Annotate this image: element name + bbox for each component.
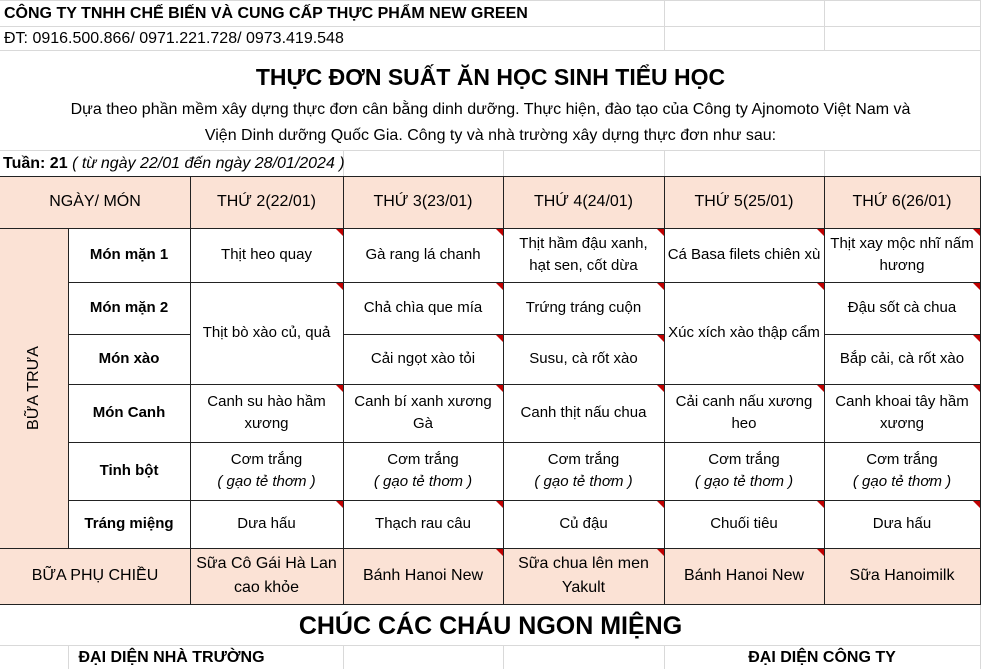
comment-marker-icon[interactable]	[496, 229, 503, 236]
comment-marker-icon[interactable]	[657, 229, 664, 236]
day-header-thu3: THỨ 3 (23/01)	[373, 193, 473, 210]
comment-marker-icon[interactable]	[973, 501, 980, 508]
comment-marker-icon[interactable]	[496, 283, 503, 290]
company-phone: ĐT: 0916.500.866/ 0971.221.728/ 0973.419.548	[4, 30, 344, 47]
comment-marker-icon[interactable]	[973, 385, 980, 392]
comment-marker-icon[interactable]	[496, 549, 503, 556]
cell-tinh-bot-thu4: Cơm trắng ( gạo tẻ thơm )	[534, 451, 633, 490]
cell-tinh-bot-thu3: Cơm trắng ( gạo tẻ thơm )	[373, 451, 473, 490]
week-info	[3, 151, 503, 176]
dish-label-tinh-bot: Tinh bột	[99, 462, 159, 479]
dish-label-trang-mieng: Tráng miệng	[84, 515, 174, 532]
cell-mon-xao-thu3: Cải ngọt xào tỏi	[370, 350, 476, 367]
school-representative: ĐẠI DIỆN NHÀ TRƯỜNG	[78, 648, 265, 666]
comment-marker-icon[interactable]	[817, 229, 824, 236]
cell-mon-canh-thu2: Canh su hào hầm xương	[207, 393, 326, 432]
cell-afternoon-thu6: Sữa Hanoimilk	[849, 567, 955, 584]
cell-mon-man-1-thu4: Thịt hầm đậu xanh, hạt sen, cốt dừa	[519, 235, 648, 274]
comment-marker-icon[interactable]	[657, 385, 664, 392]
afternoon-label: BỮA PHỤ CHIỀU	[31, 567, 159, 584]
day-header-thu4: THỨ 4 (24/01)	[533, 193, 634, 210]
cell-mon-man-1-thu3: Gà rang lá chanh	[365, 246, 481, 263]
lunch-label: BỮA TRƯA	[25, 346, 42, 430]
dish-label-mon-man-2: Món mặn 2	[89, 299, 169, 316]
cell-afternoon-thu4: Sữa chua lên men Yakult	[518, 555, 649, 596]
cell-mon-man-2-thu5-merged: Xúc xích xào thập cẩm	[668, 324, 820, 341]
cell-mon-man-1-thu2: Thịt heo quay	[221, 246, 312, 263]
comment-marker-icon[interactable]	[973, 335, 980, 342]
cell-mon-man-2-thu6: Đậu sốt cà chua	[847, 299, 957, 316]
cell-trang-mieng-thu2: Dưa hấu	[237, 515, 296, 532]
comment-marker-icon[interactable]	[817, 501, 824, 508]
table-corner-header: NGÀY/ MÓN	[49, 193, 141, 210]
cell-mon-canh-thu3: Canh bí xanh xương Gà	[354, 393, 492, 432]
menu-title: THỰC ĐƠN SUẤT ĂN HỌC SINH TIỂU HỌC	[255, 64, 726, 90]
week-label: Tuần: 21	[3, 154, 68, 172]
comment-marker-icon[interactable]	[657, 501, 664, 508]
dish-label-mon-man-1: Món mặn 1	[89, 246, 169, 263]
cell-trang-mieng-thu6: Dưa hấu	[872, 515, 932, 532]
cell-tinh-bot-thu2: Cơm trắng ( gạo tẻ thơm )	[217, 451, 316, 490]
day-header-thu6: THỨ 6 (26/01)	[852, 193, 952, 210]
comment-marker-icon[interactable]	[817, 283, 824, 290]
cell-afternoon-thu3: Bánh Hanoi New	[362, 567, 484, 584]
cell-mon-man-1-thu5: Cá Basa filets chiên xù	[667, 246, 821, 263]
closing-wish: CHÚC CÁC CHÁU NGON MIỆNG	[298, 612, 683, 640]
description-line-1: Dựa theo phần mềm xây dựng thực đơn cân bằng dinh dưỡng. Thực hiện, đào tạo của Công ty Ajnomoto Việt Nam và	[70, 101, 911, 118]
comment-marker-icon[interactable]	[657, 549, 664, 556]
comment-marker-icon[interactable]	[657, 335, 664, 342]
company-representative: ĐẠI DIỆN CÔNG TY	[748, 648, 896, 666]
dish-label-mon-canh: Món Canh	[92, 404, 166, 421]
cell-trang-mieng-thu3: Thạch rau câu	[375, 515, 471, 532]
cell-mon-man-2-thu4: Trứng tráng cuộn	[525, 299, 642, 316]
day-header-thu2: THỨ 2 (22/01)	[216, 193, 317, 210]
cell-tinh-bot-thu5: Cơm trắng ( gạo tẻ thơm )	[694, 451, 794, 490]
comment-marker-icon[interactable]	[336, 385, 343, 392]
cell-mon-man-2-thu2-merged: Thịt bò xào củ, quả	[202, 324, 331, 341]
day-header-thu5: THỨ 5 (25/01)	[694, 193, 794, 210]
dish-label-mon-xao: Món xào	[98, 350, 160, 367]
week-range: ( từ ngày 22/01 đến ngày 28/01/2024 )	[72, 154, 345, 172]
cell-trang-mieng-thu5: Chuối tiêu	[710, 515, 778, 532]
company-name: CÔNG TY TNHH CHẾ BIẾN VÀ CUNG CẤP THỰC PHẨM NEW GREEN	[4, 5, 528, 22]
comment-marker-icon[interactable]	[336, 283, 343, 290]
comment-marker-icon[interactable]	[336, 229, 343, 236]
comment-marker-icon[interactable]	[973, 229, 980, 236]
comment-marker-icon[interactable]	[496, 385, 503, 392]
cell-mon-canh-thu4: Canh thịt nấu chua	[520, 404, 647, 421]
cell-mon-xao-thu6: Bắp cải, cà rốt xào	[839, 350, 965, 367]
cell-mon-canh-thu5: Cải canh nấu xương heo	[675, 393, 813, 432]
cell-afternoon-thu2: Sữa Cô Gái Hà Lan cao khỏe	[196, 555, 337, 596]
cell-tinh-bot-thu6: Cơm trắng ( gạo tẻ thơm )	[852, 451, 952, 490]
cell-afternoon-thu5: Bánh Hanoi New	[683, 567, 805, 584]
comment-marker-icon[interactable]	[657, 283, 664, 290]
cell-trang-mieng-thu4: Củ đậu	[559, 515, 608, 532]
comment-marker-icon[interactable]	[336, 501, 343, 508]
comment-marker-icon[interactable]	[496, 335, 503, 342]
comment-marker-icon[interactable]	[496, 501, 503, 508]
cell-mon-man-2-thu3: Chả chìa que mía	[363, 299, 483, 316]
cell-mon-man-1-thu6: Thịt xay mộc nhĩ nấm hương	[830, 235, 974, 274]
cell-mon-canh-thu6: Canh khoai tây hầm xương	[835, 393, 969, 432]
comment-marker-icon[interactable]	[973, 283, 980, 290]
comment-marker-icon[interactable]	[817, 385, 824, 392]
description-line-2: Viện Dinh dưỡng Quốc Gia. Công ty và nhà trường xây dựng thực đơn như sau:	[204, 127, 777, 144]
cell-mon-xao-thu4: Susu, cà rốt xào	[529, 350, 638, 367]
comment-marker-icon[interactable]	[817, 549, 824, 556]
